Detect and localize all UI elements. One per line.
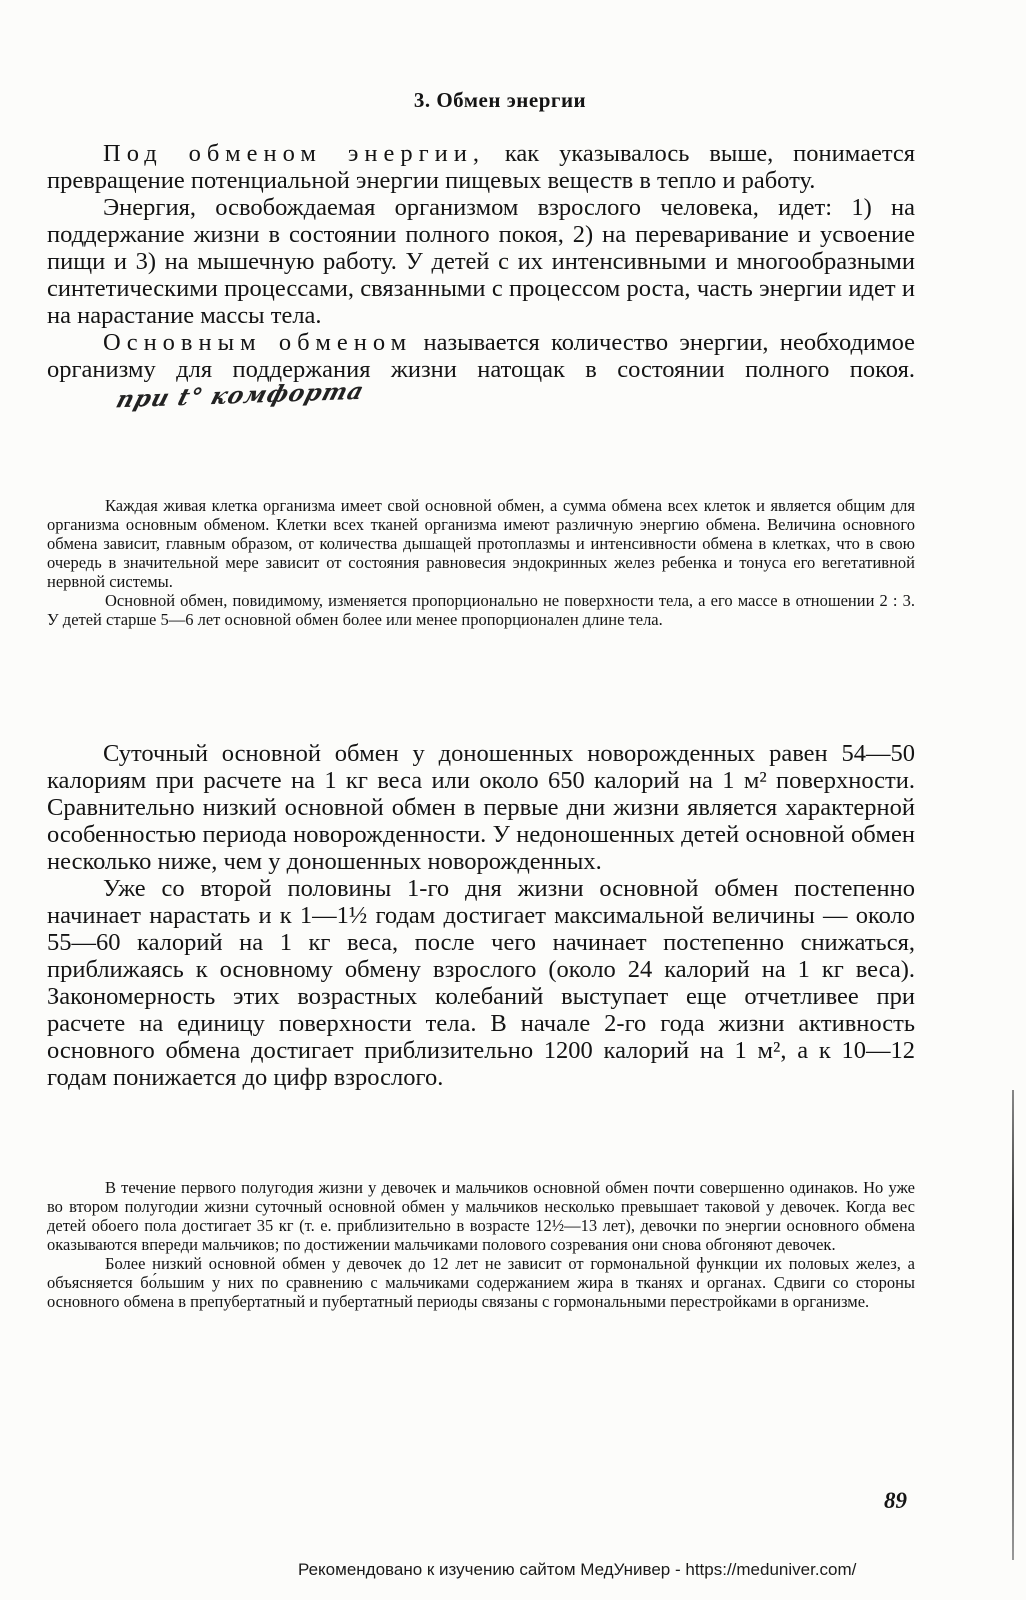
handwritten-note: при t° комфорта (113, 377, 368, 414)
small-paragraph-1: Каждая живая клетка организма имеет свой основной обмен, а сумма обмена всех клеток и является общим для организма основным обменом. Клетки всех тканей организма имеют различную энергию обмена. Величина основного обмена зависит, главным образом, от количества дышащей протоплазмы и интенсивности обмена в клетках, что в свою очередь в значительной мере зависит от состояния равновесия эндокринных желез ребенка и тонуса его вегетативной нервной системы. (47, 496, 915, 591)
main-block-2 (47, 740, 915, 1091)
page-number: 89 (884, 1488, 907, 1513)
intro-paragraph-3-text: называется количество энергии, необходимое организму для поддержания жизни натощак в состоянии полного покоя. (47, 329, 916, 383)
term-energy-exchange: Под обменом энергии, (103, 140, 485, 167)
section-heading: 3. Обмен энергии (413, 88, 587, 112)
small-paragraph-3: В течение первого полугодия жизни у девочек и мальчиков основной обмен почти совершенно одинаков. Но уже во втором полугодии жизни суточный основной обмен у мальчиков несколько превышает таковой у девочек. Когда вес детей обоего пола достигает 35 кг (т. е. приблизительно в возрасте 12½—13 лет), девочки по энергии основного обмена оказываются впереди мальчиков; по достижении мальчиками полового созревания они снова обгоняют девочек. (47, 1178, 915, 1254)
page-edge-shadow (1012, 1090, 1014, 1560)
small-print-block-2 (47, 1178, 915, 1311)
intro-paragraph-1-text: как указывалось выше, понимается превращение потенциальной энергии пищевых веществ в тепло и работу. (47, 140, 915, 194)
main-paragraph-age-dynamics: Уже со второй половины 1-го дня жизни основной обмен постепенно начинает нарастать и к 1—1½ годам достигает максимальной величины — около 55—60 калорий на 1 кг веса, после чего начинает постепенно снижаться, приближаясь к основному обмену взрослого (около 24 калорий на 1 кг веса). Закономерность этих возрастных колебаний выступает еще отчетливее при расчете на единицу поверхности тела. В начале 2-го года жизни активность основного обмена достигает приблизительно 1200 калорий на 1 м², а к 10—12 годам понижается до цифр взрослого. (47, 875, 915, 1091)
main-paragraph-newborn: Суточный основной обмен у доношенных новорожденных равен 54—50 калориям при расчете на 1 кг веса или около 650 калорий на 1 м² поверхности. Сравнительно низкий основной обмен в первые дни жизни является характерной особенностью периода новорожденности. У недоношенных детей основной обмен несколько ниже, чем у доношенных новорожденных. (47, 740, 915, 875)
intro-block (47, 140, 916, 414)
small-paragraph-4: Более низкий основной обмен у девочек до 12 лет не зависит от гормональной функции их половых желез, а объясняется бо́льшим у них по сравнению с мальчиками содержанием жира в тканях и органах. Сдвиги со стороны основного обмена в препубертатный и пубертатный периоды связаны с гормональными перестройками в организме. (47, 1254, 915, 1311)
term-basal-metabolism: Основным обменом (103, 329, 413, 356)
footer-watermark: Рекомендовано к изучению сайтом МедУнивер - https://meduniver.com/ (298, 1560, 857, 1579)
intro-paragraph-1 (47, 140, 915, 194)
small-paragraph-2: Основной обмен, повидимому, изменяется пропорционально не поверхности тела, а его массе в отношении 2 : 3. У детей старше 5—6 лет основной обмен более или менее пропорционален длине тела. (47, 591, 915, 629)
intro-paragraph-2: Энергия, освобождаемая организмом взрослого человека, идет: 1) на поддержание жизни в состоянии полного покоя, 2) на переваривание и усвоение пищи и 3) на мышечную работу. У детей с их интенсивными и многообразными синтетическими процессами, связанными с процессом роста, часть энергии идет и на нарастание массы тела. (47, 194, 915, 329)
intro-paragraph-3 (47, 329, 916, 414)
small-print-block-1 (47, 496, 915, 629)
